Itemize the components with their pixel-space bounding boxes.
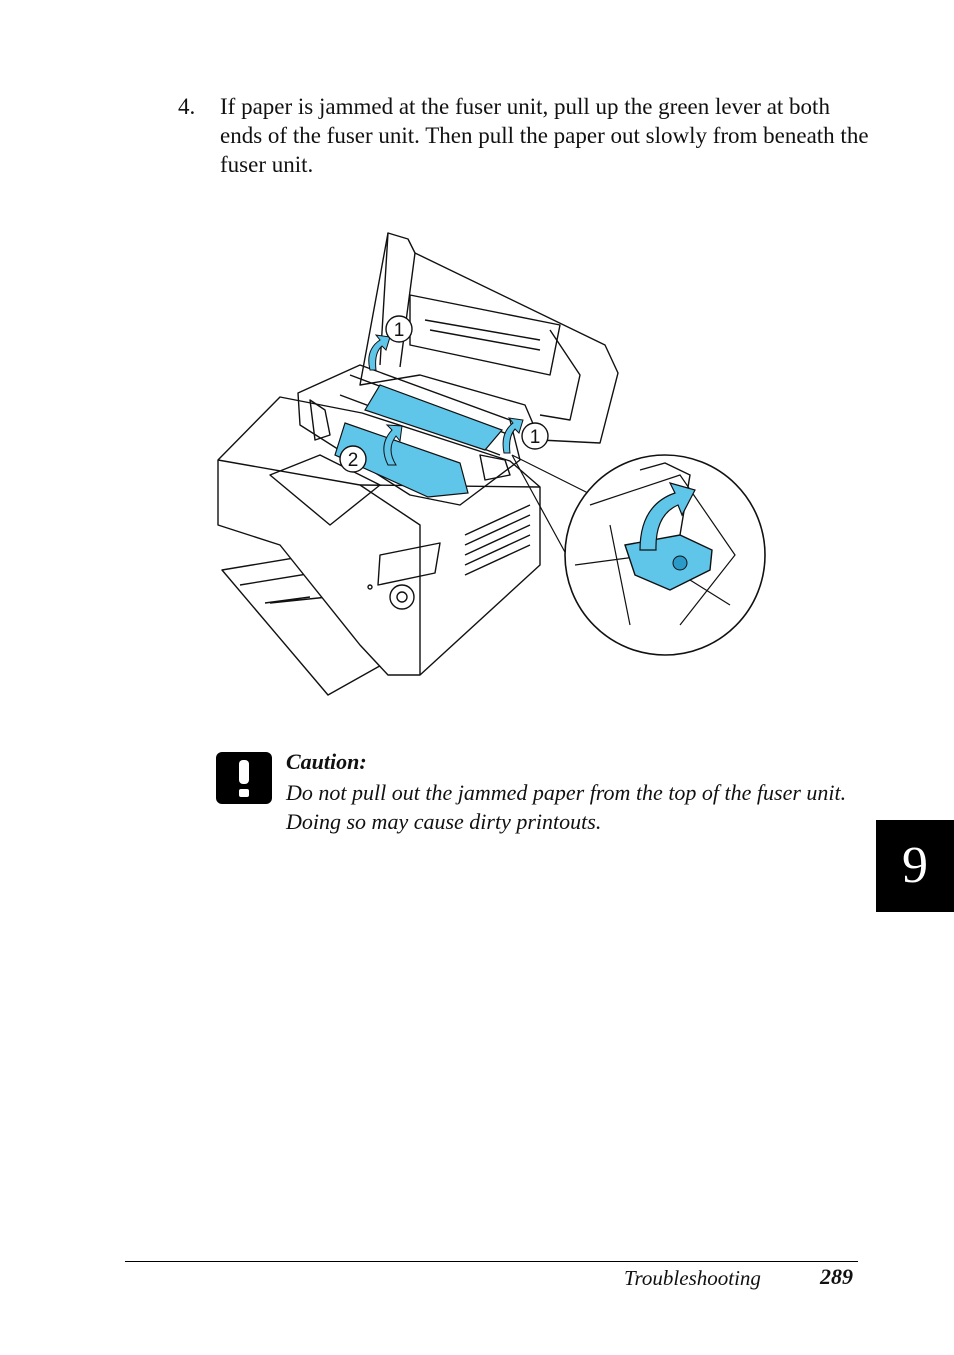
caution-title: Caution: <box>286 749 367 774</box>
arrow-lever-right <box>503 418 523 453</box>
caution-icon <box>216 752 272 804</box>
callout-1-top <box>386 316 412 342</box>
svg-text:2: 2 <box>347 450 359 471</box>
chapter-tab: 9 <box>876 820 954 912</box>
svg-text:1: 1 <box>393 320 405 341</box>
printer-illustration <box>210 225 770 705</box>
caution-text: Do not pull out the jammed paper from the top of the fuser unit. Doing so may cause dirty printouts. <box>286 780 847 834</box>
step-number: 4. <box>178 94 196 119</box>
svg-text:1: 1 <box>529 427 541 448</box>
page-number: 289 <box>820 1264 853 1289</box>
footer-section-title: Troubleshooting <box>624 1266 761 1290</box>
step-text: If paper is jammed at the fuser unit, pull up the green lever at both ends of the fuser unit. Then pull the paper out slowly from beneath the fuser unit. <box>220 94 869 177</box>
callout-1-right <box>522 423 548 449</box>
callout-2 <box>340 446 366 472</box>
printer-figure-svg <box>210 225 770 705</box>
footer-rule <box>125 1261 858 1262</box>
zoom-detail <box>565 455 765 655</box>
